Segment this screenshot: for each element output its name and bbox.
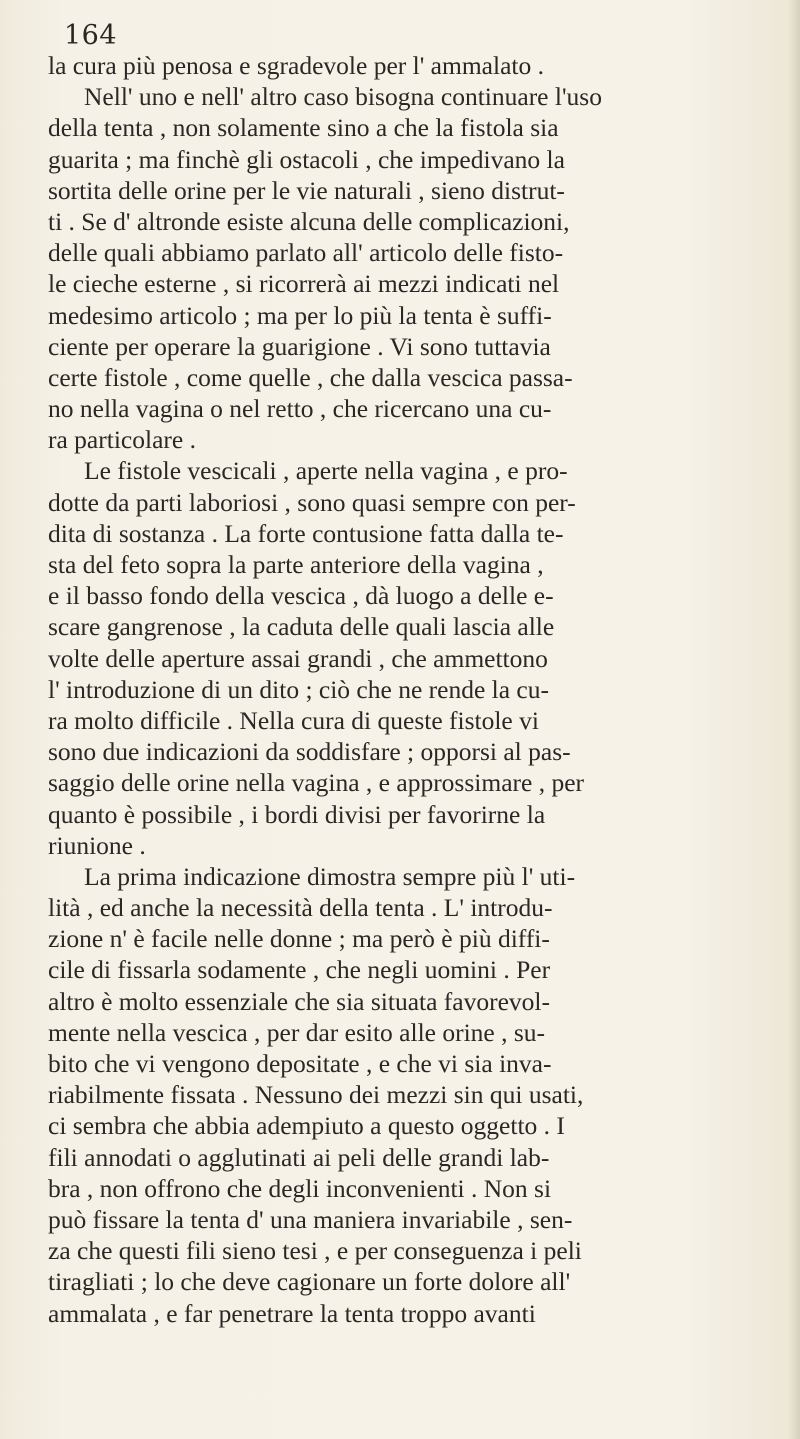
text-line: può fissare la tenta d' una maniera invariabile , sen- <box>48 1204 573 1234</box>
text-line: ammalata , e far penetrare la tenta troppo avanti <box>48 1298 536 1328</box>
text-line: no nella vagina o nel retto , che ricercano una cu- <box>48 394 552 424</box>
text-line: ciente per operare la guarigione . Vi sono tuttavia <box>48 331 551 361</box>
text-line: lità , ed anche la necessità della tenta . L' introdu- <box>48 893 553 923</box>
text-line: sono due indicazioni da soddisfare ; opporsi al pas- <box>48 737 571 767</box>
text-line: riunione . <box>48 830 146 860</box>
text-line: ra particolare . <box>48 425 196 455</box>
text-line: delle quali abbiamo parlato all' articolo delle fisto- <box>48 238 564 268</box>
body-text <box>48 50 778 1329</box>
text-line: dita di sostanza . La forte contusione fatta dalla te- <box>48 518 564 548</box>
text-line: ci sembra che abbia adempiuto a questo oggetto . I <box>48 1111 565 1141</box>
text-line: zione n' è facile nelle donne ; ma però è più diffi- <box>48 924 550 954</box>
text-line: bra , non offrono che degli inconvenienti . Non si <box>48 1173 552 1203</box>
text-line: della tenta , non solamente sino a che la fistola sia <box>48 113 559 143</box>
text-line: La prima indicazione dimostra sempre più l' uti- <box>84 861 576 891</box>
text-line: l' introduzione di un dito ; ciò che ne rende la cu- <box>48 674 549 704</box>
text-line: sortita delle orine per le vie naturali , sieno distrut- <box>48 175 565 205</box>
text-line: la cura più penosa e sgradevole per l' ammalato . <box>48 51 544 80</box>
text-line: mente nella vescica , per dar esito alle orine , su- <box>48 1017 546 1047</box>
text-line: tiragliati ; lo che deve cagionare un forte dolore all' <box>48 1267 571 1297</box>
text-line: ti . Se d' altronde esiste alcuna delle complicazioni, <box>48 206 570 236</box>
text-line: riabilmente fissata . Nessuno dei mezzi sin qui usati, <box>48 1080 584 1110</box>
text-line: medesimo articolo ; ma per lo più la tenta è suffi- <box>48 300 552 330</box>
text-line: bito che vi vengono depositate , e che vi sia inva- <box>48 1049 552 1078</box>
text-line: altro è molto essenziale che sia situata favorevol- <box>48 986 551 1016</box>
text-line: guarita ; ma finchè gli ostacoli , che impedivano la <box>48 144 565 174</box>
text-line: le cieche esterne , si ricorrerà ai mezzi indicati nel <box>48 269 560 299</box>
text-line: cile di fissarla sodamente , che negli uomini . Per <box>48 955 551 985</box>
text-line: quanto è possibile , i bordi divisi per favorirne la <box>48 799 546 829</box>
text-line: dotte da parti laboriosi , sono quasi sempre con per- <box>48 487 576 517</box>
page-edge-shadow <box>788 0 800 1439</box>
text-line: e il basso fondo della vescica , dà luogo a delle e- <box>48 581 554 611</box>
text-line: Nell' uno e nell' altro caso bisogna continuare l'uso <box>84 82 602 112</box>
text-line: za che questi fili sieno tesi , e per conseguenza i peli <box>48 1236 582 1266</box>
text-line: Le fistole vescicali , aperte nella vagina , e pro- <box>84 456 568 486</box>
text-line: sta del feto sopra la parte anteriore della vagina , <box>48 550 544 579</box>
page-number: 164 <box>64 20 118 51</box>
text-line: volte delle aperture assai grandi , che ammettono <box>48 643 548 673</box>
text-line: scare gangrenose , la caduta delle quali lascia alle <box>48 612 555 642</box>
text-line: saggio delle orine nella vagina , e approssimare , per <box>48 768 585 798</box>
text-line: fili annodati o agglutinati ai peli delle grandi lab- <box>48 1142 550 1172</box>
text-line: ra molto difficile . Nella cura di queste fistole vi <box>48 705 539 735</box>
text-line: certe fistole , come quelle , che dalla vescica passa- <box>48 362 573 392</box>
